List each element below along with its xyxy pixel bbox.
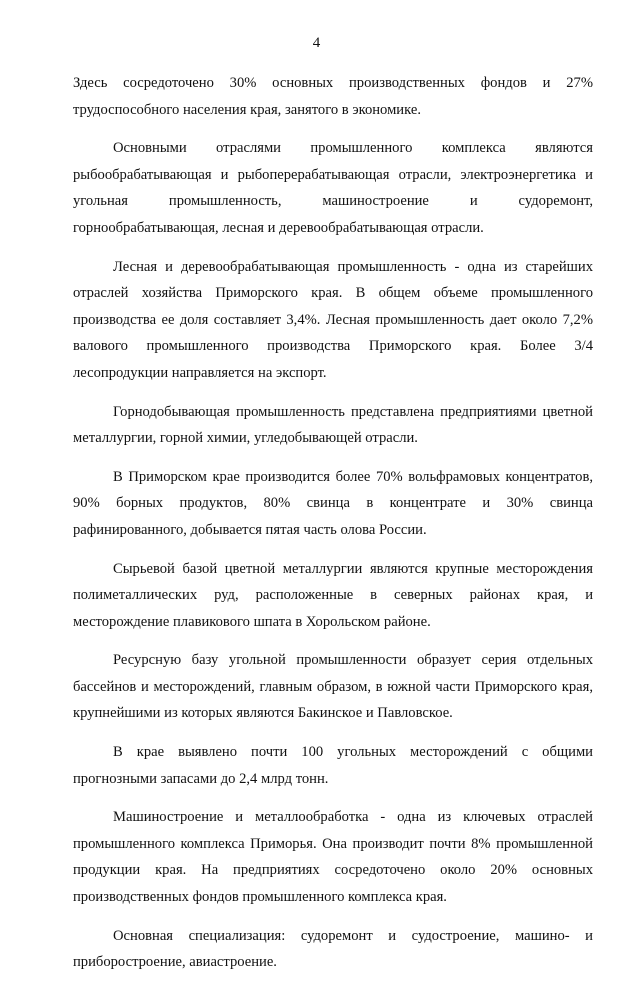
paragraph-3: Лесная и деревообрабатывающая промышленность - одна из старейших отраслей хозяйства Приморского края. В общем объеме промышленного производства ее доля составляет 3,4%. Лесная промышленность дает около 7,2% валового промышленного производства Приморского края. Более 3/4 лесопродукции направляется на экспорт. — [73, 258, 593, 381]
paragraph-5: В Приморском крае производится более 70% вольфрамовых концентратов, 90% борных продуктов, 80% свинца в концентрате и 30% свинца рафинированного, добывается пятая часть олова России. — [73, 468, 593, 538]
paragraph-2: Основными отраслями промышленного комплекса являются рыбообрабатывающая и рыбоперерабатывающая отрасли, электроэнергетика и угольная промышленность, машиностроение и судоремонт, горнообрабатывающая, лесная и деревообрабатывающая отрасли. — [73, 140, 593, 236]
paragraph-1: Здесь сосредоточено 30% основных производственных фондов и 27% трудоспособного населения края, занятого в экономике. — [73, 75, 593, 118]
document-body — [73, 70, 593, 988]
paragraph-9: Машиностроение и металлообработка - одна из ключевых отраслей промышленного комплекса Приморья. Она производит почти 8% промышленной продукции края. На предприятиях сосредоточено около 20% основных производственных фондов промышленного комплекса края. — [73, 809, 593, 906]
paragraph-8: В крае выявлено почти 100 угольных месторождений с общими прогнозными запасами до 2,4 млрд тонн. — [73, 744, 593, 787]
paragraph-4: Горнодобывающая промышленность представлена предприятиями цветной металлургии, горной химии, угледобывающей отрасли. — [73, 403, 593, 447]
paragraph-6: Сырьевой базой цветной металлургии являются крупные месторождения полиметаллических руд, расположенные в северных районах края, и месторождение плавикового шпата в Хорольском районе. — [73, 560, 593, 630]
page-number: 4 — [312, 35, 321, 51]
paragraph-7: Ресурсную базу угольной промышленности образует серия отдельных бассейнов и месторождений, главным образом, в южной части Приморского края, крупнейшими из которых являются Бакинское и Павловское. — [73, 652, 593, 722]
paragraph-10: Основная специализация: судоремонт и судостроение, машино- и приборостроение, авиастроение. — [73, 927, 593, 971]
